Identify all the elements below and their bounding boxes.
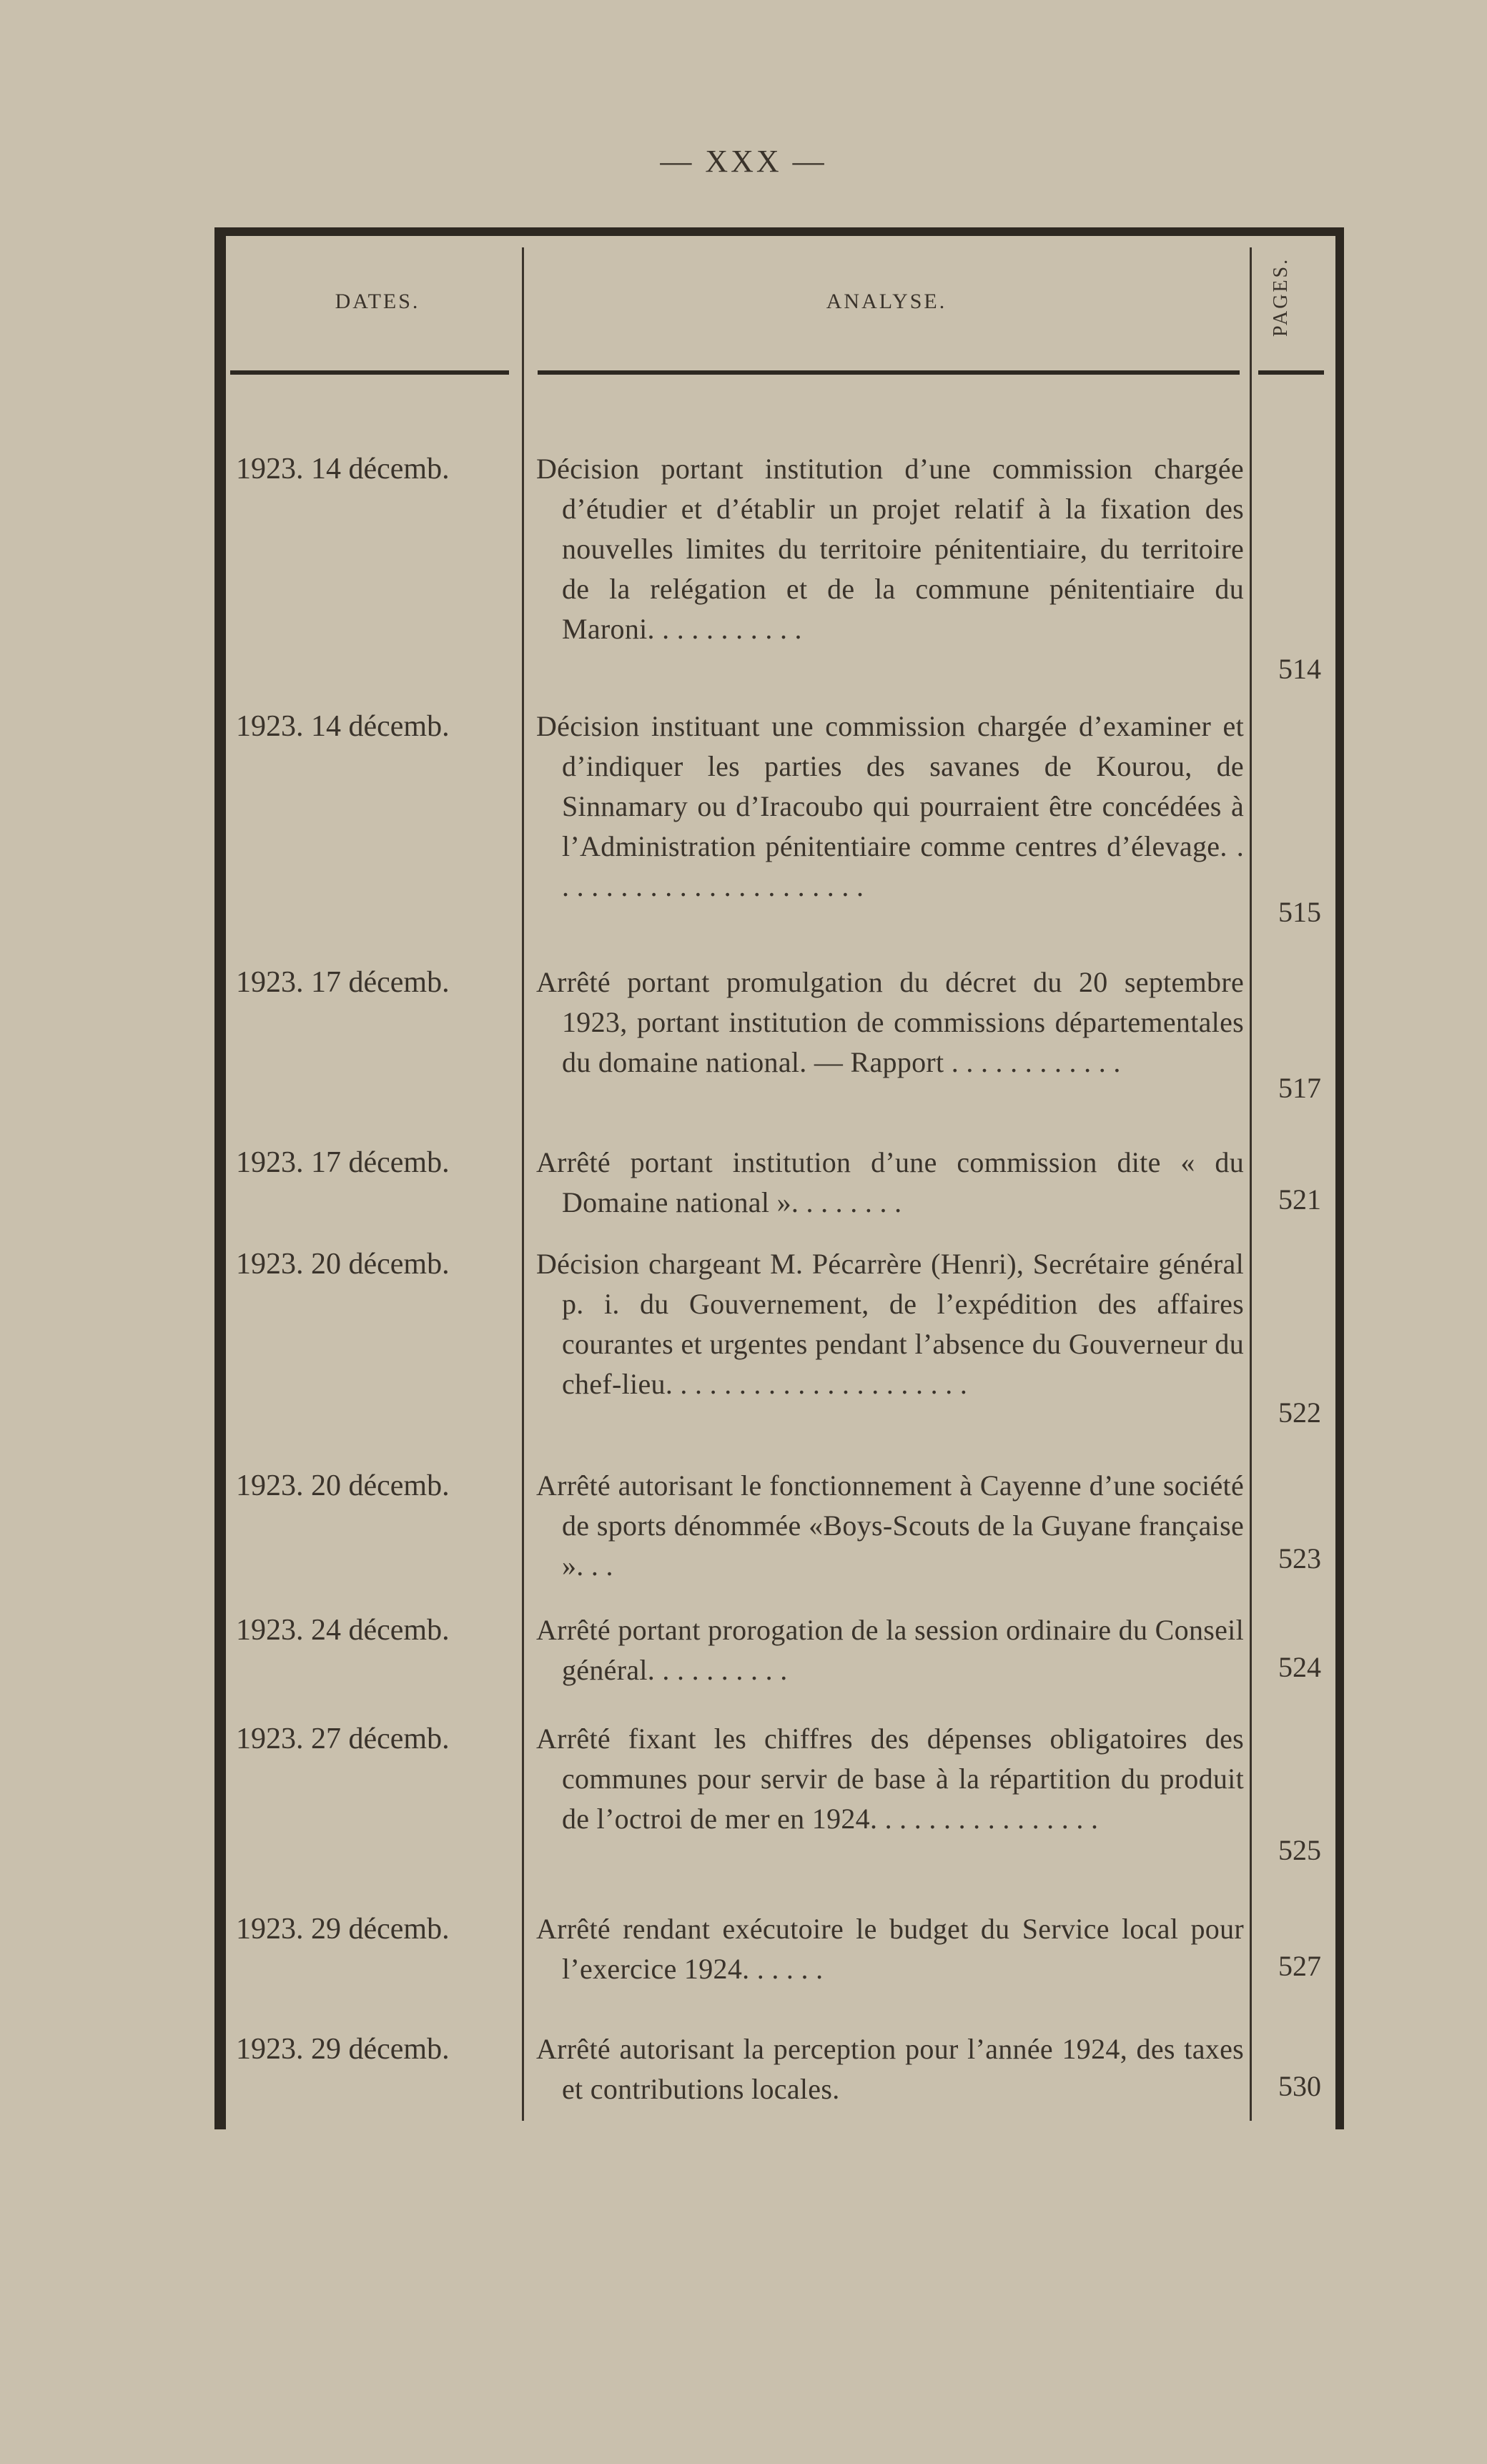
column-divider-dates [522,247,524,2121]
entry-page: 525 [1278,1834,1321,1866]
entry-analyse: Décision instituant une commission chargée d’examiner et d’indiquer les parties des savanes de Kourou, de Sinnamary ou d’Iracoubo qui pourraient être concédées à l’Administration pénitentiaire comme centres d’élevage. . . . . . . . . . . . . . . . . . . . . . . [536,710,1244,902]
entry-page: 514 [1278,653,1321,685]
header-rule-dates [230,370,509,375]
header-dates: DATES. [335,290,420,313]
entry-analyse: Décision chargeant M. Pécarrère (Henri), Secrétaire général p. i. du Gouvernement, de l’expédition des affaires courantes et urgentes pendant l’absence du Gouverneur du chef-lieu. . . . . . . . . . . . . . . . . . . . . [536,1248,1244,1400]
entry-page: 523 [1278,1542,1321,1575]
entry-page: 524 [1278,1651,1321,1683]
entry-date: 1923. 29 décemb. [236,1913,450,1946]
entry-analyse: Arrêté portant promulgation du décret du 20 septembre 1923, portant institution de commissions départementales du domaine national. — Rapport . . . . . . . . . . . . [536,966,1244,1078]
entry-date: 1923. 20 décemb. [236,1248,450,1281]
entry-date: 1923. 20 décemb. [236,1469,450,1502]
entry-date: 1923. 17 décemb. [236,1146,450,1179]
entry-date: 1923. 17 décemb. [236,966,450,999]
entry-analyse: Décision portant institution d’une commission chargée d’étudier et d’établir un projet relatif à la fixation des nouvelles limites du territoire pénitentiaire, du territoire de la relégation et de la commune pénitentiaire du Maroni. . . . . . . . . . . [536,453,1244,645]
entry-analyse: Arrêté portant institution d’une commission dite « du Domaine national ». . . . . . . . [536,1146,1244,1218]
entry-date: 1923. 24 décemb. [236,1614,450,1647]
entry-page: 527 [1278,1950,1321,1982]
entry-date: 1923. 27 décemb. [236,1723,450,1755]
entry-page: 515 [1278,896,1321,928]
header-pages: PAGES. [1270,257,1292,337]
header-rule-analyse [538,370,1240,375]
entry-analyse: Arrêté autorisant la perception pour l’année 1924, des taxes et contributions locales. [536,2033,1244,2105]
entry-date: 1923. 29 décemb. [236,2033,450,2066]
header-rule-pages [1258,370,1324,375]
entry-page: 517 [1278,1072,1321,1104]
header-analyse: ANALYSE. [826,290,947,313]
entry-page: 522 [1278,1396,1321,1429]
entry-analyse: Arrêté portant prorogation de la session ordinaire du Conseil général. . . . . . . . . . [536,1614,1244,1686]
entry-page: 530 [1278,2070,1321,2102]
entry-page: 521 [1278,1183,1321,1216]
page-number: — XXX — [660,144,827,179]
entry-analyse: Arrêté fixant les chiffres des dépenses obligatoires des communes pour servir de base à la répartition du produit de l’octroi de mer en 1924. . . . . . . . . . . . . . . . [536,1723,1244,1835]
entry-analyse: Arrêté autorisant le fonctionnement à Cayenne d’une société de sports dénommée «Boys-Scouts de la Guyane française ». . . [536,1469,1244,1582]
column-divider-analyse [1250,247,1252,2121]
entry-analyse: Arrêté rendant exécutoire le budget du Service local pour l’exercice 1924. . . . . . [536,1913,1244,1985]
entry-date: 1923. 14 décemb. [236,453,450,486]
entry-date: 1923. 14 décemb. [236,710,450,743]
